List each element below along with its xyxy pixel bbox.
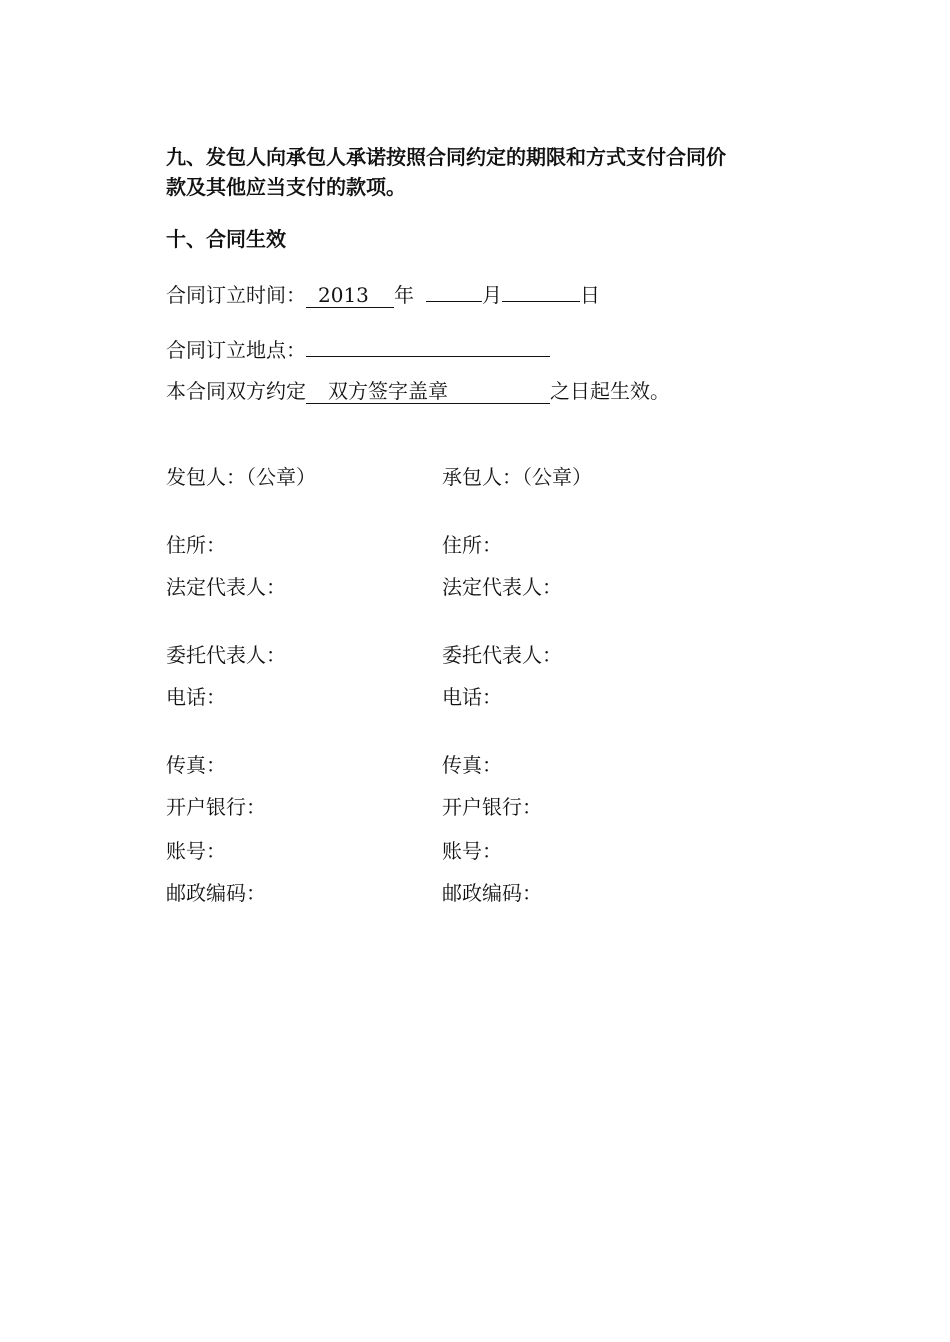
employer-phone: 电话： [166, 685, 226, 709]
contractor-bank: 开户银行： [442, 795, 542, 819]
year-label: 年 [394, 283, 414, 307]
employer-account: 账号： [166, 839, 226, 863]
effective-value[interactable]: 双方签字盖章 [306, 379, 550, 404]
contractor-account: 账号： [442, 839, 502, 863]
effective-prefix: 本合同双方约定 [166, 379, 306, 403]
clause9-line2: 款及其他应当支付的款项。 [166, 175, 406, 199]
employer-title: 发包人：（公章） [166, 465, 316, 489]
contract-date-line [166, 279, 600, 310]
contractor-fax: 传真： [442, 753, 502, 777]
effective-suffix: 之日起生效。 [550, 379, 670, 403]
employer-postcode: 邮政编码： [166, 881, 266, 905]
employer-fax: 传真： [166, 753, 226, 777]
employer-bank: 开户银行： [166, 795, 266, 819]
date-label: 合同订立时间： [166, 283, 306, 307]
month-label: 月 [482, 283, 502, 307]
contractor-address: 住所： [442, 533, 502, 557]
contract-place-line [166, 334, 550, 365]
employer-legal-rep: 法定代表人： [166, 575, 286, 599]
place-blank[interactable] [306, 334, 550, 357]
contractor-agent: 委托代表人： [442, 643, 562, 667]
clause9-line1: 九、发包人向承包人承诺按照合同约定的期限和方式支付合同价 [166, 145, 726, 169]
day-label: 日 [580, 283, 600, 307]
contractor-title: 承包人：（公章） [442, 465, 592, 489]
place-label: 合同订立地点： [166, 338, 306, 362]
year-value[interactable]: 2013 [306, 283, 394, 308]
contractor-phone: 电话： [442, 685, 502, 709]
day-blank[interactable] [502, 279, 580, 302]
month-blank[interactable] [426, 279, 482, 302]
employer-agent: 委托代表人： [166, 643, 286, 667]
contractor-postcode: 邮政编码： [442, 881, 542, 905]
clause10-heading: 十、合同生效 [166, 227, 286, 251]
contractor-legal-rep: 法定代表人： [442, 575, 562, 599]
employer-address: 住所： [166, 533, 226, 557]
effective-line [166, 376, 670, 406]
